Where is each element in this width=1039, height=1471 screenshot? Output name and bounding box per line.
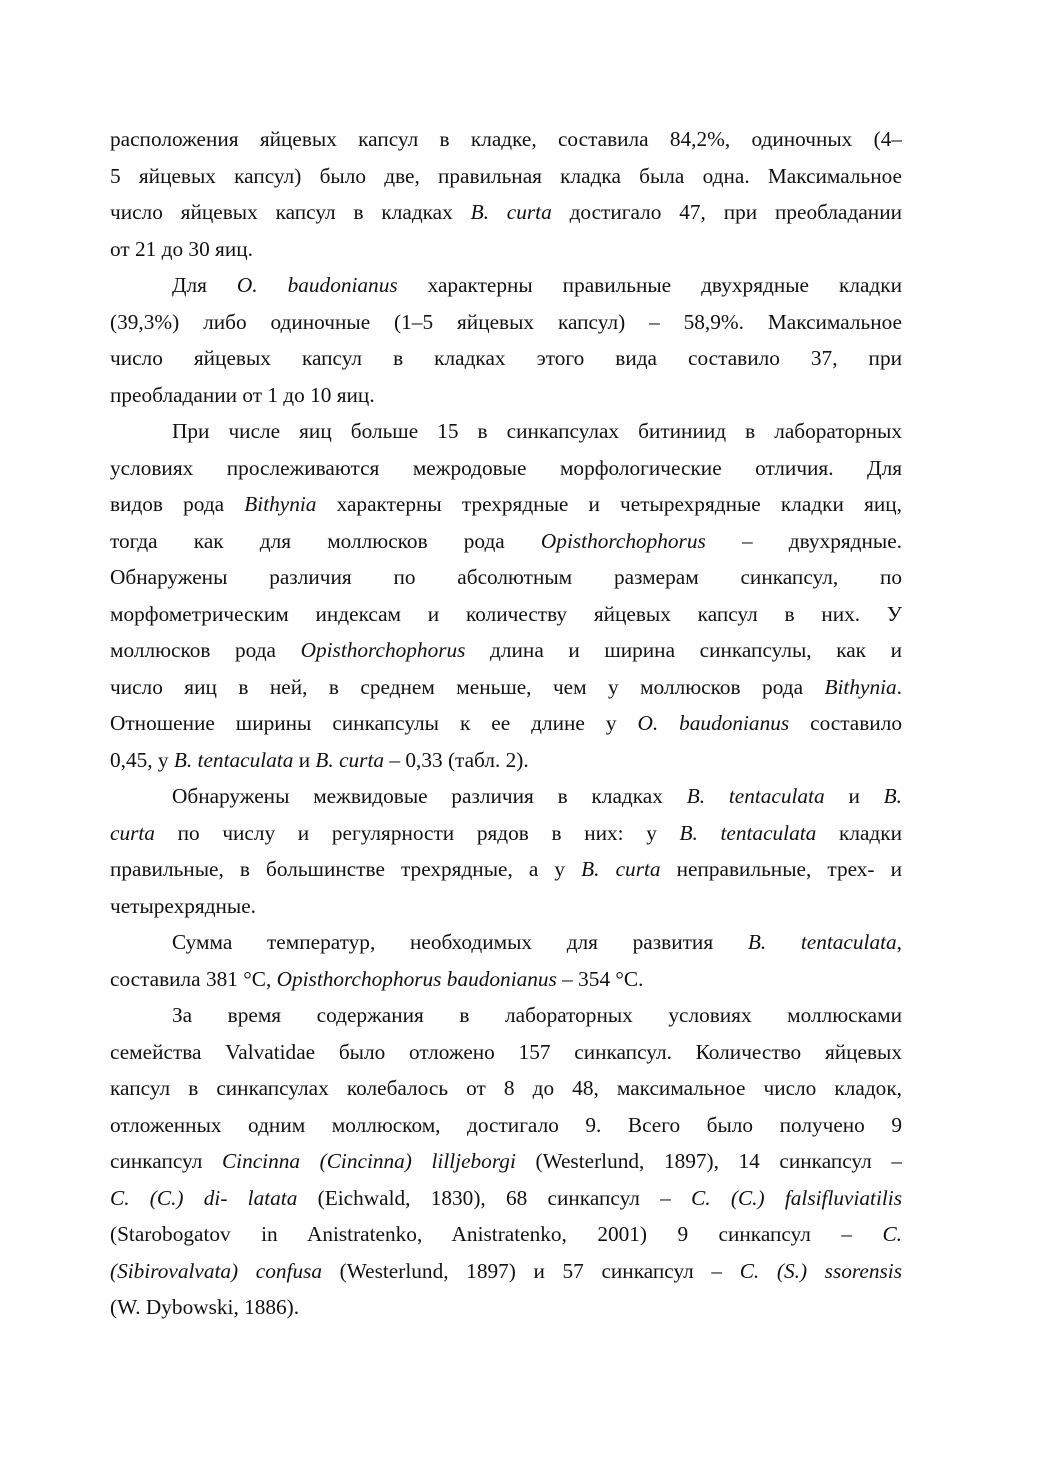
text-segment: Сумма температур, необходимых для развития <box>172 930 748 954</box>
text-line <box>110 1070 902 1107</box>
italic-text: (Sibirovalvata) confusa <box>110 1258 323 1283</box>
text-segment: достигало 47, при преобладании <box>551 200 902 224</box>
italic-text: Opisthorchophorus <box>300 638 466 662</box>
text-segment: (Starobogatov in Anistratenko, Anistratenko, 2001) 9 синкапсул – <box>110 1222 883 1246</box>
italic-text: Bithynia <box>244 492 317 516</box>
document-body <box>110 121 902 1326</box>
text-line <box>110 450 902 487</box>
text-line <box>110 1034 902 1071</box>
text-segment: от 21 до 30 яиц. <box>110 236 253 261</box>
text-segment: характерны правильные двухрядные кладки <box>397 273 902 297</box>
text-segment: – двухрядные. <box>705 528 902 553</box>
text-line <box>110 121 902 158</box>
text-segment: – 0,33 (табл. 2). <box>384 747 529 772</box>
text-segment: . <box>896 674 902 699</box>
italic-text: curta <box>110 820 155 845</box>
text-line <box>110 632 902 669</box>
text-segment: число яиц в ней, в среднем меньше, чем у моллюсков рода <box>110 674 825 699</box>
text-line <box>110 815 902 852</box>
text-segment: и <box>293 747 316 772</box>
text-segment: кладки <box>816 820 902 845</box>
italic-text: C. (C.) falsifluviatilis <box>691 1185 902 1210</box>
italic-text: Opisthorchophorus baudonianus <box>276 966 557 991</box>
text-segment: Обнаружены межвидовые различия в кладках <box>172 784 687 808</box>
text-segment: (39,3%) либо одиночные (1–5 яйцевых капсул) – 58,9%. Максимальное <box>110 309 902 334</box>
text-segment: синкапсул <box>110 1149 222 1173</box>
italic-text: O. baudonianus <box>236 273 398 297</box>
italic-text: B. curta <box>581 857 661 881</box>
text-segment: (Westerlund, 1897) и 57 синкапсул – <box>322 1258 740 1283</box>
text-segment: составило <box>789 711 902 735</box>
text-segment: За время содержания в лабораторных условиях моллюсками <box>172 1003 902 1027</box>
italic-text: B. curta <box>470 200 552 224</box>
text-line <box>110 961 902 998</box>
text-line <box>110 851 902 888</box>
paragraph <box>110 413 902 778</box>
italic-text: B. curta <box>315 747 385 772</box>
text-segment: отложенных одним моллюском, достигало 9. Всего было получено 9 <box>110 1112 902 1137</box>
text-segment: моллюсков рода <box>110 638 301 662</box>
text-line <box>110 997 902 1034</box>
text-segment: капсул в синкапсулах колебалось от 8 до 48, максимальное число кладок, <box>110 1076 902 1100</box>
text-line <box>110 486 902 523</box>
text-line <box>110 377 902 414</box>
paragraph <box>110 121 902 267</box>
text-line <box>110 596 902 633</box>
text-segment: длина и ширина синкапсулы, как и <box>465 638 902 662</box>
paragraph <box>110 267 902 413</box>
text-segment: составила 381 °С, <box>110 966 277 991</box>
text-segment: Отношение ширины синкапсулы к ее длине у <box>110 711 638 735</box>
italic-text: C. (C.) di- latata <box>110 1185 298 1210</box>
text-segment: число яйцевых капсул в кладках этого вида составило 37, при <box>110 346 902 370</box>
text-line <box>110 1253 902 1290</box>
text-segment: При числе яиц больше 15 в синкапсулах битиниид в лабораторных <box>172 419 902 443</box>
text-segment: по числу и регулярности рядов в них: у <box>154 820 680 845</box>
text-segment: число яйцевых капсул в кладках <box>110 200 471 224</box>
text-segment: правильные, в большинстве трехрядные, а у <box>110 857 582 881</box>
paragraph <box>110 778 902 924</box>
italic-text: B. tentaculata <box>686 784 825 808</box>
italic-text: Cincinna (Cincinna) lilljeborgi <box>221 1149 516 1173</box>
text-line <box>110 304 902 341</box>
text-line <box>110 778 902 815</box>
text-segment: 5 яйцевых капсул) было две, правильная кладка была одна. Максимальное <box>110 163 902 188</box>
text-segment: Для <box>172 273 237 297</box>
text-line <box>110 1180 902 1217</box>
text-segment: условиях прослеживаются межродовые морфологические отличия. Для <box>110 455 902 480</box>
paragraph <box>110 924 902 997</box>
text-line <box>110 669 902 706</box>
text-line <box>110 231 902 268</box>
text-segment: видов рода <box>110 492 245 516</box>
text-line <box>110 413 902 450</box>
text-segment: – 354 °С. <box>556 966 644 991</box>
text-line <box>110 340 902 377</box>
italic-text: B. tentaculata <box>173 747 294 772</box>
text-line <box>110 1143 902 1180</box>
italic-text: B. tentaculata <box>679 820 817 845</box>
text-line <box>110 267 902 304</box>
text-segment: расположения яйцевых капсул в кладке, составила 84,2%, одиночных (4– <box>110 127 902 151</box>
paragraph <box>110 997 902 1326</box>
text-segment: Обнаружены различия по абсолютным размерам синкапсул, по <box>110 565 902 589</box>
text-line <box>110 523 902 560</box>
text-line <box>110 924 902 961</box>
text-segment: характерны трехрядные и четырехрядные кладки яиц, <box>316 492 902 516</box>
text-segment: (W. Dybowski, 1886). <box>110 1295 300 1319</box>
text-segment: неправильные, трех- и <box>660 857 902 881</box>
text-line <box>110 705 902 742</box>
italic-text: C. <box>882 1222 902 1246</box>
text-segment: (Westerlund, 1897), 14 синкапсул – <box>515 1149 902 1173</box>
text-line <box>110 888 902 925</box>
text-segment: преобладании от 1 до 10 яиц. <box>110 382 375 407</box>
italic-text: C. (S.) ssorensis <box>739 1258 902 1283</box>
text-line <box>110 1107 902 1144</box>
text-line <box>110 158 902 195</box>
text-segment: морфометрическим индексам и количеству яйцевых капсул в них. У <box>110 601 902 626</box>
text-segment: четырехрядные. <box>110 893 257 918</box>
text-line <box>110 1216 902 1253</box>
text-segment: тогда как для моллюсков рода <box>110 528 541 553</box>
italic-text: Opisthorchophorus <box>540 528 706 553</box>
italic-text: B. tentaculata <box>747 930 897 954</box>
text-line <box>110 559 902 596</box>
text-line <box>110 742 902 779</box>
text-line <box>110 1289 902 1326</box>
text-line <box>110 194 902 231</box>
italic-text: Bithynia <box>824 674 897 699</box>
italic-text: B. <box>883 784 902 808</box>
text-segment: , <box>896 930 902 954</box>
text-segment: (Eichwald, 1830), 68 синкапсул – <box>297 1185 692 1210</box>
text-segment: и <box>824 784 884 808</box>
text-segment: семейства Valvatidae было отложено 157 синкапсул. Количество яйцевых <box>110 1039 902 1064</box>
text-segment: 0,45, у <box>110 747 174 772</box>
italic-text: O. baudonianus <box>637 711 790 735</box>
